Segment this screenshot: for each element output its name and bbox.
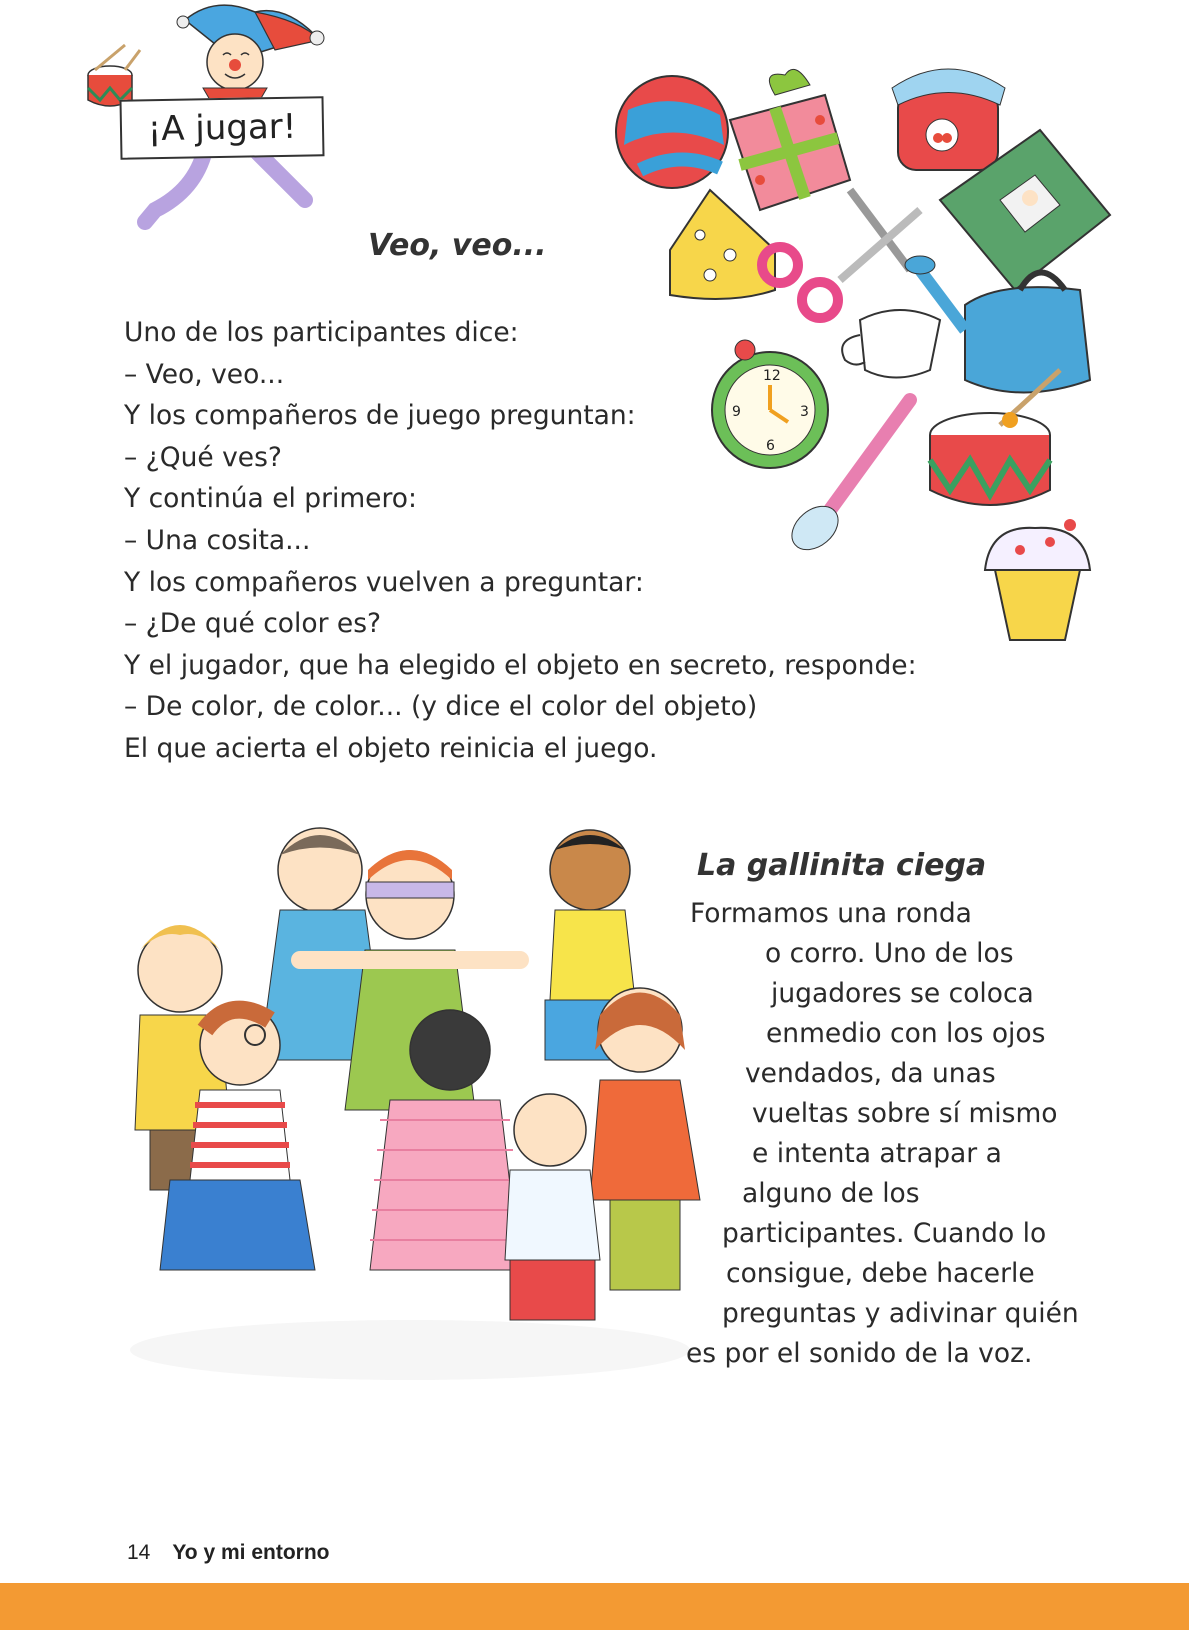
text-line: e intenta atrapar a <box>752 1138 1002 1169</box>
clock-number: 6 <box>766 438 775 454</box>
text-line: vendados, da unas <box>745 1058 996 1089</box>
text-line: preguntas y adivinar quién <box>722 1298 1079 1329</box>
text-line: Y el jugador, que ha elegido el objeto en secreto, responde: <box>124 649 917 681</box>
text-line: alguno de los <box>742 1178 920 1209</box>
text-line: jugadores se coloca <box>771 978 1034 1009</box>
text-line: vueltas sobre sí mismo <box>752 1098 1058 1129</box>
text-line: es por el sonido de la voz. <box>686 1338 1033 1369</box>
section-title-veo-veo: Veo, veo... <box>368 228 547 263</box>
text-line: Y los compañeros vuelven a preguntar: <box>124 566 644 598</box>
text-line: participantes. Cuando lo <box>722 1218 1047 1249</box>
text-line: enmedio con los ojos <box>766 1018 1046 1049</box>
text-line: Y los compañeros de juego preguntan: <box>124 400 636 432</box>
page-number: 14 <box>127 1541 151 1564</box>
objects-illustration <box>620 50 1140 650</box>
child-figure <box>590 988 700 1290</box>
text-line: – De color, de color... (y dice el color del objeto) <box>124 691 758 723</box>
clock-number: 3 <box>800 404 809 420</box>
clock-number: 12 <box>763 368 781 384</box>
page-footer <box>127 1541 329 1565</box>
child-figure <box>505 1094 600 1320</box>
text-line: consigue, debe hacerle <box>726 1258 1035 1289</box>
gift-icon <box>730 69 850 210</box>
ball-icon <box>616 76 728 188</box>
section-name: Yo y mi entorno <box>172 1541 330 1564</box>
cupcake-icon <box>985 519 1090 640</box>
cup-icon <box>842 310 940 378</box>
text-line: El que acierta el objeto reinicia el juego. <box>124 732 658 764</box>
text-line: Formamos una ronda <box>690 898 972 929</box>
text-line: o corro. Uno de los <box>765 938 1014 969</box>
clock-number: 9 <box>732 404 741 420</box>
header-sign-text: ¡A jugar! <box>147 106 297 150</box>
text-line: – ¿Qué ves? <box>124 441 282 473</box>
footer-bar <box>0 1583 1189 1630</box>
alarm-clock-icon <box>712 340 828 468</box>
jam-jar-icon <box>892 69 1005 170</box>
text-line: – ¿De qué color es? <box>124 608 382 640</box>
section-title-gallinita-ciega: La gallinita ciega <box>697 848 987 883</box>
text-line: – Veo, veo... <box>124 358 285 390</box>
header-sign <box>119 96 324 160</box>
text-line: – Una cosita... <box>124 524 311 556</box>
text-line: Uno de los participantes dice: <box>124 317 519 348</box>
children-playing-illustration <box>80 800 720 1390</box>
scissors-icon <box>762 190 920 318</box>
text-line: Y continúa el primero: <box>124 483 417 515</box>
